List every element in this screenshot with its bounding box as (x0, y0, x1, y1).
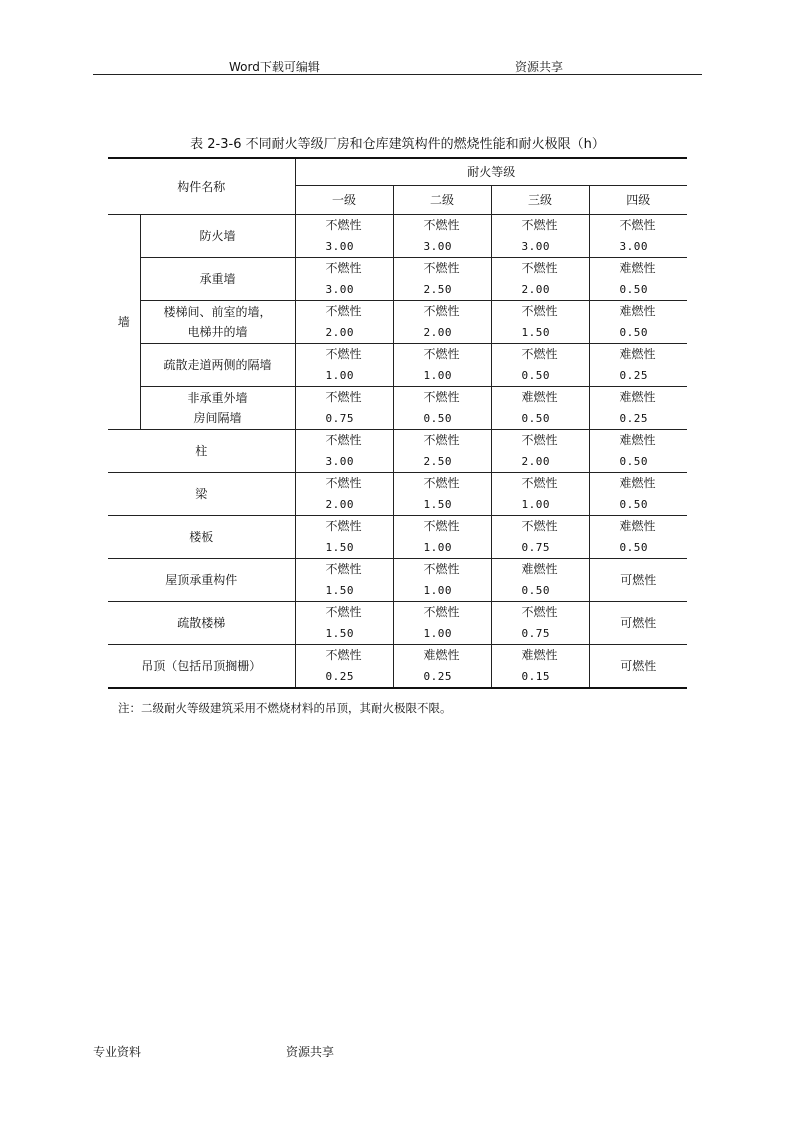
component-name-line: 楼梯间、前室的墙， (163, 305, 272, 319)
table-row (108, 258, 687, 301)
flammability-text: 不燃性 (521, 347, 558, 361)
flammability-text: 难燃性 (619, 304, 656, 318)
fire-limit-value: 0.75 (521, 541, 551, 554)
flammability-text: 不燃性 (521, 218, 558, 232)
flammability-text: 难燃性 (423, 648, 460, 662)
value-cell (589, 387, 687, 430)
value-cell (491, 430, 589, 473)
fire-limit-value: 0.25 (619, 412, 649, 425)
table-row (108, 559, 687, 602)
value-cell (491, 301, 589, 344)
value-cell (491, 344, 589, 387)
value-cell (393, 516, 491, 559)
fire-limit-value: 1.50 (325, 627, 355, 640)
component-name: 楼板 (108, 516, 295, 559)
fire-limit-value: 0.75 (325, 412, 355, 425)
component-name-line: 房间隔墙 (193, 411, 242, 425)
value-cell (491, 215, 589, 258)
fire-limit-value: 2.50 (423, 283, 453, 296)
fire-limit-value: 3.00 (423, 240, 453, 253)
flammability-text: 不燃性 (325, 390, 362, 404)
fire-limit-value: 0.50 (521, 369, 551, 382)
fire-limit-value: 1.50 (325, 584, 355, 597)
component-name: 吊顶（包括吊顶搁栅） (108, 645, 295, 689)
fire-limit-value: 0.75 (521, 627, 551, 640)
flammability-text: 不燃性 (423, 433, 460, 447)
fire-limit-value: 0.50 (619, 498, 649, 511)
flammability-text: 不燃性 (423, 218, 460, 232)
flammability-text: 不燃性 (325, 519, 362, 533)
fire-limit-value: 3.00 (325, 240, 355, 253)
flammability-text: 难燃性 (619, 476, 656, 490)
fire-limit-value: 3.00 (325, 283, 355, 296)
fire-limit-value: 1.50 (325, 541, 355, 554)
value-cell (589, 473, 687, 516)
flammability-text: 不燃性 (423, 390, 460, 404)
value-cell (491, 645, 589, 689)
flammability-text: 难燃性 (619, 519, 656, 533)
value-cell (589, 301, 687, 344)
table-row (108, 344, 687, 387)
fire-limit-value: 2.00 (423, 326, 453, 339)
flammability-text: 不燃性 (325, 648, 362, 662)
header-rule (93, 74, 702, 75)
value-cell (295, 602, 393, 645)
value-cell (393, 387, 491, 430)
fire-limit-value: 0.25 (423, 670, 453, 683)
flammability-text: 不燃性 (423, 519, 460, 533)
value-cell (491, 258, 589, 301)
value-cell (393, 559, 491, 602)
wall-group-label: 墙 (108, 215, 140, 430)
fire-limit-value: 3.00 (521, 240, 551, 253)
grade-header-2: 二级 (393, 186, 491, 215)
flammability-text: 难燃性 (619, 261, 656, 275)
flammability-text: 可燃性 (589, 602, 687, 645)
value-cell (295, 215, 393, 258)
table-row (108, 516, 687, 559)
value-cell (295, 473, 393, 516)
fire-limit-value: 1.00 (423, 369, 453, 382)
flammability-text: 不燃性 (325, 562, 362, 576)
value-cell (393, 344, 491, 387)
fire-limit-value: 0.25 (619, 369, 649, 382)
component-name-line: 承重墙 (199, 272, 236, 286)
flammability-text: 不燃性 (325, 433, 362, 447)
component-name: 疏散楼梯 (108, 602, 295, 645)
table-row (108, 430, 687, 473)
flammability-text: 不燃性 (325, 347, 362, 361)
table-row (108, 473, 687, 516)
flammability-text: 可燃性 (589, 645, 687, 689)
value-cell (589, 430, 687, 473)
fire-limit-value: 0.25 (325, 670, 355, 683)
value-cell (393, 215, 491, 258)
fire-limit-value: 2.00 (521, 283, 551, 296)
component-name (140, 301, 295, 344)
fire-limit-value: 3.00 (325, 455, 355, 468)
component-name-line: 防火墙 (199, 229, 236, 243)
value-cell (295, 301, 393, 344)
flammability-text: 不燃性 (423, 476, 460, 490)
flammability-text: 不燃性 (423, 605, 460, 619)
fire-limit-value: 0.50 (619, 541, 649, 554)
component-name-line: 疏散走道两侧的隔墙 (163, 358, 272, 372)
value-cell (491, 516, 589, 559)
fire-limit-value: 1.00 (423, 584, 453, 597)
table-row (108, 602, 687, 645)
flammability-text: 不燃性 (325, 218, 362, 232)
value-cell (393, 430, 491, 473)
table-row (108, 387, 687, 430)
value-cell (491, 559, 589, 602)
component-name: 梁 (108, 473, 295, 516)
value-cell (589, 258, 687, 301)
flammability-text: 难燃性 (521, 562, 558, 576)
component-name-line: 电梯井的墙 (187, 325, 248, 339)
flammability-text: 难燃性 (619, 390, 656, 404)
fire-limit-value: 0.50 (521, 412, 551, 425)
flammability-text: 不燃性 (325, 605, 362, 619)
flammability-text: 难燃性 (521, 390, 558, 404)
table-row (108, 301, 687, 344)
fire-limit-value: 2.00 (325, 326, 355, 339)
component-name (140, 387, 295, 430)
component-name: 屋顶承重构件 (108, 559, 295, 602)
fire-limit-value: 1.50 (423, 498, 453, 511)
grade-header-1: 一级 (295, 186, 393, 215)
component-name-line: 非承重外墙 (187, 391, 248, 405)
value-cell (295, 645, 393, 689)
value-cell (491, 602, 589, 645)
fire-limit-value: 3.00 (619, 240, 649, 253)
fire-grade-header: 耐火等级 (295, 158, 687, 186)
value-cell (393, 258, 491, 301)
component-name (140, 344, 295, 387)
flammability-text: 不燃性 (521, 519, 558, 533)
fire-limit-value: 1.00 (423, 627, 453, 640)
component-name (140, 215, 295, 258)
fire-limit-value: 1.00 (521, 498, 551, 511)
flammability-text: 可燃性 (589, 559, 687, 602)
value-cell (295, 516, 393, 559)
fire-limit-value: 1.00 (325, 369, 355, 382)
flammability-text: 难燃性 (619, 347, 656, 361)
fire-limit-value: 2.00 (521, 455, 551, 468)
fire-limit-value: 0.15 (521, 670, 551, 683)
fire-limit-value: 0.50 (619, 455, 649, 468)
fire-limit-value: 0.50 (423, 412, 453, 425)
value-cell (295, 344, 393, 387)
header-right-text: 资源共享 (515, 60, 564, 74)
table-note: 注：二级耐火等级建筑采用不燃烧材料的吊顶，其耐火极限不限。 (118, 701, 452, 715)
value-cell (491, 473, 589, 516)
flammability-text: 不燃性 (521, 605, 558, 619)
value-cell (393, 473, 491, 516)
flammability-text: 不燃性 (619, 218, 656, 232)
fire-limit-value: 2.00 (325, 498, 355, 511)
flammability-text: 不燃性 (423, 347, 460, 361)
flammability-text: 难燃性 (619, 433, 656, 447)
flammability-text: 不燃性 (423, 261, 460, 275)
value-cell (491, 387, 589, 430)
fire-limit-value: 1.50 (521, 326, 551, 339)
value-cell (295, 559, 393, 602)
header-left-text: Word下载可编辑 (229, 60, 320, 74)
flammability-text: 不燃性 (521, 304, 558, 318)
value-cell (295, 430, 393, 473)
component-name-header: 构件名称 (108, 158, 295, 215)
value-cell (589, 215, 687, 258)
footer-left-text: 专业资料 (93, 1045, 142, 1059)
table-caption: 表 2-3-6 不同耐火等级厂房和仓库建筑构件的燃烧性能和耐火极限（h） (190, 137, 605, 152)
flammability-text: 不燃性 (325, 476, 362, 490)
value-cell (295, 258, 393, 301)
table-row (108, 215, 687, 258)
flammability-text: 不燃性 (423, 562, 460, 576)
flammability-text: 不燃性 (521, 433, 558, 447)
flammability-text: 不燃性 (325, 304, 362, 318)
value-cell (393, 602, 491, 645)
value-cell (295, 387, 393, 430)
flammability-text: 不燃性 (325, 261, 362, 275)
fire-limit-value: 0.50 (521, 584, 551, 597)
flammability-text: 难燃性 (521, 648, 558, 662)
grade-header-4: 四级 (589, 186, 687, 215)
flammability-text: 不燃性 (521, 476, 558, 490)
value-cell (589, 516, 687, 559)
footer-right-text: 资源共享 (286, 1045, 335, 1059)
component-name (140, 258, 295, 301)
table-row (108, 645, 687, 689)
value-cell (393, 301, 491, 344)
grade-header-3: 三级 (491, 186, 589, 215)
fire-limit-value: 1.00 (423, 541, 453, 554)
fire-limit-value: 0.50 (619, 283, 649, 296)
fire-limit-value: 2.50 (423, 455, 453, 468)
flammability-text: 不燃性 (521, 261, 558, 275)
component-name: 柱 (108, 430, 295, 473)
value-cell (393, 645, 491, 689)
fire-resistance-table (108, 157, 687, 689)
value-cell (589, 344, 687, 387)
flammability-text: 不燃性 (423, 304, 460, 318)
fire-limit-value: 0.50 (619, 326, 649, 339)
